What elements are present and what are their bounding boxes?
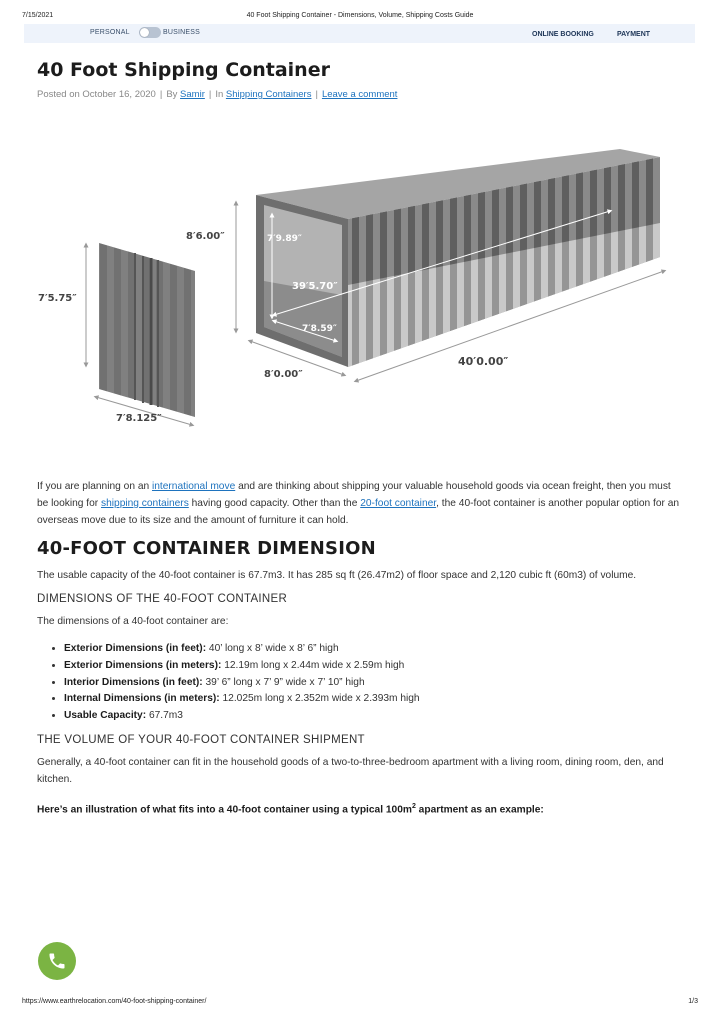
toggle-knob <box>140 28 149 37</box>
print-title: 40 Foot Shipping Container - Dimensions, Volume, Shipping Costs Guide <box>246 12 474 19</box>
caption-superscript: 2 <box>411 803 416 810</box>
dimensions-intro: The dimensions of a 40-foot container are: <box>37 616 229 627</box>
top-bar <box>24 24 695 43</box>
item-value: 12.025m long x 2.352m wide x 2.393m high <box>219 693 420 705</box>
shipping-containers-link[interactable]: shipping containers <box>101 498 189 509</box>
label-interior-length: 39′5.70″ <box>292 281 338 292</box>
caption-text-end: apartment as an example: <box>415 804 544 816</box>
personal-business-toggle[interactable] <box>139 27 161 38</box>
print-url: https://www.earthrelocation.com/40-foot-shipping-container/ <box>22 998 207 1005</box>
caption-text: Here’s an illustration of what fits into a 40-foot container using a typical 100m <box>37 804 412 816</box>
container-illustration <box>30 135 690 445</box>
item-label: Internal Dimensions (in meters): <box>64 693 220 705</box>
item-label: Exterior Dimensions (in feet): <box>64 643 207 654</box>
item-value: 40’ long x 8’ wide x 8’ 6” high <box>206 643 339 654</box>
comment-link[interactable]: Leave a comment <box>321 89 398 100</box>
page-number: 1/3 <box>688 998 698 1005</box>
list-item <box>64 675 420 692</box>
list-item <box>64 691 420 708</box>
section-heading-dimensions: DIMENSIONS OF THE 40-FOOT CONTAINER <box>37 593 288 605</box>
20-foot-container-link[interactable]: 20-foot container <box>360 498 437 509</box>
category-link[interactable]: Shipping Containers <box>225 89 312 100</box>
volume-paragraph: Generally, a 40-foot container can fit in the household goods of a two-to-three-bedroom apartment with a living room, dining room, den, and kitchen. <box>37 757 664 785</box>
intro-text-2: and are thinking about shipping your valuable household goods via ocean freight, then you must be looking for <box>37 481 671 509</box>
by-label: By <box>166 89 178 100</box>
label-exterior-width: 8′0.00″ <box>264 369 303 380</box>
personal-label[interactable]: PERSONAL <box>90 29 130 36</box>
nav-online-booking[interactable]: ONLINE BOOKING <box>532 31 594 38</box>
label-interior-width: 7′8.59″ <box>302 324 337 334</box>
intro-text-1: If you are planning on an <box>37 481 152 492</box>
label-interior-height: 7′9.89″ <box>267 234 302 244</box>
print-date: 7/15/2021 <box>22 12 54 19</box>
item-value: 39’ 6” long x 7’ 9” wide x 7’ 10” high <box>202 676 365 688</box>
author-link[interactable]: Samir <box>180 89 205 100</box>
print-header <box>22 12 698 24</box>
section-heading-dimension: 40-FOOT CONTAINER DIMENSION <box>37 538 376 559</box>
in-label: In <box>215 89 224 100</box>
post-meta: Posted on October 16, 2020 | By Samir | In Shipping Containers | Leave a comment <box>37 89 398 100</box>
section-heading-volume: THE VOLUME OF YOUR 40-FOOT CONTAINER SHIPMENT <box>37 734 365 746</box>
label-door-height: 8′6.00″ <box>186 231 225 242</box>
label-door-width: 7′8.125″ <box>116 413 162 424</box>
item-value: 12.19m long x 2.44m wide x 2.59m high <box>221 659 405 671</box>
international-move-link[interactable]: international move <box>151 481 236 492</box>
label-panel-height: 7′5.75″ <box>38 293 77 304</box>
page-title: 40 Foot Shipping Container <box>37 59 330 81</box>
door-panel <box>99 243 195 417</box>
dimensions-list <box>46 641 420 725</box>
list-item <box>64 658 420 675</box>
item-label: Exterior Dimensions (in meters): <box>64 659 222 671</box>
intro-paragraph <box>37 478 683 529</box>
phone-icon <box>47 951 67 971</box>
item-label: Interior Dimensions (in feet): <box>64 676 203 688</box>
list-item <box>64 641 420 658</box>
post-date: Posted on October 16, 2020 <box>37 89 156 100</box>
illustration-caption <box>37 798 683 818</box>
intro-text-3: having good capacity. Other than the <box>188 498 361 509</box>
item-label: Usable Capacity: <box>64 710 147 722</box>
nav-payment[interactable]: PAYMENT <box>617 31 651 38</box>
call-button[interactable] <box>38 942 76 980</box>
business-label[interactable]: BUSINESS <box>163 29 200 36</box>
item-value: 67.7m3 <box>146 710 183 722</box>
list-item <box>64 708 420 725</box>
capacity-paragraph: The usable capacity of the 40-foot container is 67.7m3. It has 285 sq ft (26.47m2) of floor space and 2,120 cubic ft (60m3) of volume. <box>37 570 637 581</box>
intro-text-4: , the 40-foot container is another popular option for an overseas move due to its size and the amount of furniture it can hold. <box>37 498 680 526</box>
label-exterior-length: 40′0.00″ <box>458 355 509 368</box>
